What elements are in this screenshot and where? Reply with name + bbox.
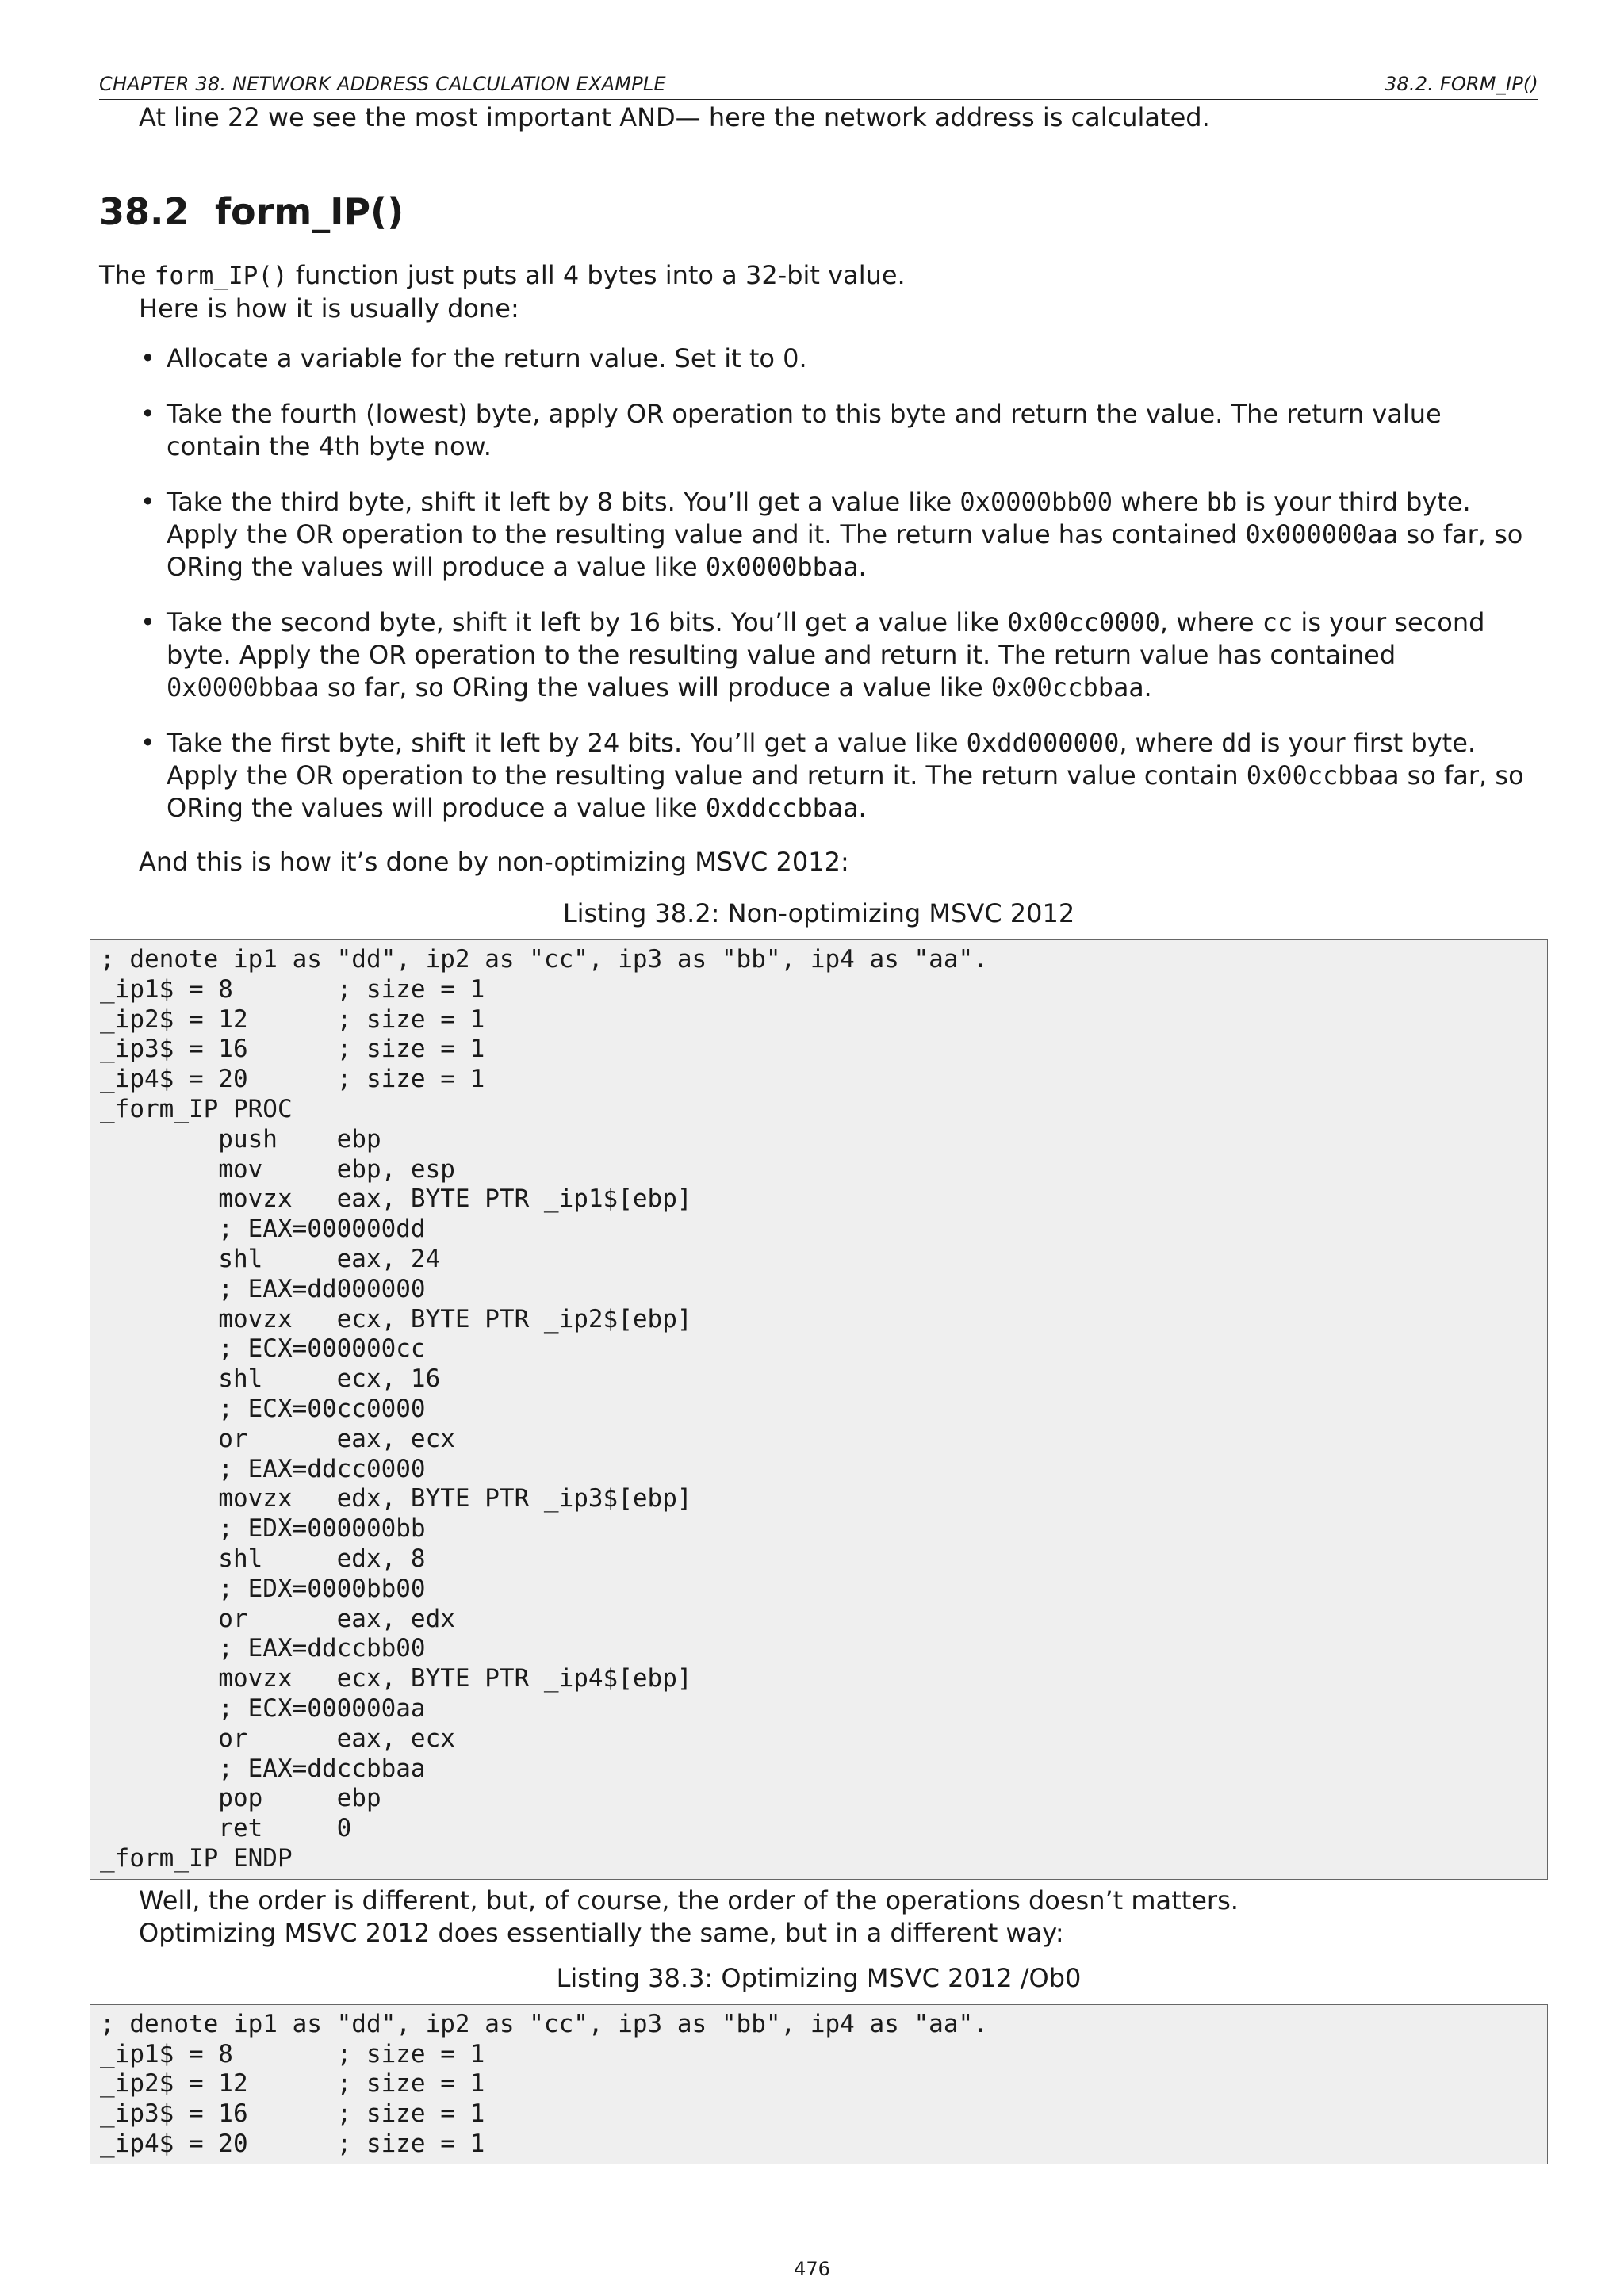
code-line: _ip3$ = 16 ; size = 1 (100, 1035, 485, 1064)
text-run: is your third byte. Apply the OR operation to the resulting value and it. The return value has contained (167, 487, 1471, 549)
code-line: ; EDX=000000bb (100, 1514, 426, 1544)
running-header (99, 68, 1538, 100)
code-line: or eax, ecx (100, 1724, 455, 1753)
code-line: ; denote ip1 as "dd", ip2 as "cc", ip3 as "bb", ip4 as "aa". (100, 945, 988, 974)
how-it-is-done: Here is how it is usually done: (139, 293, 519, 323)
code-line: ; EDX=0000bb00 (100, 1574, 426, 1603)
bullet-icon: • (140, 728, 155, 758)
code-line: movzx ecx, BYTE PTR _ip4$[ebp] (100, 1664, 692, 1693)
optimizing-intro: Optimizing MSVC 2012 does essentially the same, but in a different way: (139, 1917, 1064, 1948)
inline-code: 0xdd000000 (966, 728, 1120, 758)
code-line: movzx eax, BYTE PTR _ip1$[ebp] (100, 1184, 692, 1214)
code-line: shl eax, 24 (100, 1244, 441, 1273)
text-run: function just puts all 4 bytes into a 32-bit value. (287, 260, 906, 290)
text-run: Take the second byte, shift it left by 16 bits. You’ll get a value like (167, 607, 1008, 637)
code-line: ; EAX=dd000000 (100, 1274, 426, 1303)
inline-code: 0x0000bbaa (167, 672, 320, 702)
text-run: Take the first byte, shift it left by 24 bits. You’ll get a value like (167, 728, 967, 758)
inline-code: 0x00ccbbaa (1246, 760, 1400, 790)
text-run: so far, so ORing the values will produce a value like (319, 672, 991, 702)
code-line: _ip2$ = 12 ; size = 1 (100, 1004, 485, 1034)
section-number: 38.2 (99, 190, 190, 233)
code-line: ; ECX=000000cc (100, 1334, 426, 1364)
text-run: Take the fourth (lowest) byte, apply OR operation to this byte and return the value. The return value contain the 4th byte now. (167, 399, 1442, 461)
msvc-intro: And this is how it’s done by non-optimizing MSVC 2012: (139, 847, 849, 877)
code-line: shl edx, 8 (100, 1544, 426, 1573)
code-line: push ebp (100, 1124, 381, 1154)
function-description (99, 259, 1538, 293)
code-line: movzx ecx, BYTE PTR _ip2$[ebp] (100, 1304, 692, 1334)
text-run: where (1113, 487, 1207, 517)
listing-caption: Listing 38.2: Non-optimizing MSVC 2012 (562, 898, 1075, 928)
code-line: movzx edx, BYTE PTR _ip3$[ebp] (100, 1484, 692, 1513)
list-item (99, 342, 1538, 375)
code-line: _ip3$ = 16 ; size = 1 (100, 2099, 485, 2129)
code-line: or eax, ecx (100, 1424, 455, 1453)
section-title: form_IP() (215, 190, 404, 233)
code-line: ; EAX=000000dd (100, 1215, 426, 1244)
inline-code: form_IP() (154, 262, 288, 290)
text-run: . (858, 793, 867, 823)
listing-caption: Listing 38.3: Optimizing MSVC 2012 /Ob0 (556, 1962, 1082, 1993)
code-line: ; ECX=000000aa (100, 1693, 426, 1723)
text-run: is your second byte. Apply the OR operation to the resulting value and return it. The return value has contained (167, 607, 1485, 670)
text-run: , where (1159, 607, 1262, 637)
code-line: pop ebp (100, 1784, 381, 1813)
text-run: Allocate a variable for the return value. Set it to 0. (167, 343, 807, 373)
code-line: _form_IP PROC (100, 1094, 293, 1123)
section-heading (99, 189, 1538, 234)
text-run: The (99, 260, 155, 290)
text-run: is your first byte. Apply the OR operation to the resulting value and return it. The return value contain (167, 728, 1477, 790)
steps-list (99, 342, 1538, 825)
inline-code: cc (1262, 607, 1293, 637)
header-chapter: CHAPTER 38. NETWORK ADDRESS CALCULATION EXAMPLE (99, 73, 666, 95)
code-line: or eax, edx (100, 1604, 455, 1633)
code-listing (90, 939, 1548, 1880)
text-run: , where (1119, 728, 1222, 758)
inline-code: 0x0000bb00 (959, 487, 1113, 517)
inline-code: 0x0000bbaa (705, 552, 859, 582)
code-line: _ip4$ = 20 ; size = 1 (100, 2129, 485, 2158)
code-line: shl ecx, 16 (100, 1364, 441, 1394)
inline-code: 0x00ccbbaa (990, 672, 1144, 702)
code-listing (90, 2004, 1548, 2164)
bullet-icon: • (140, 399, 155, 429)
list-item (99, 727, 1538, 825)
intro-paragraph: At line 22 we see the most important AND— here the network address is calculated. (139, 102, 1210, 132)
text-run: so far, so ORing the values will produce a value like (167, 519, 1523, 582)
page-number: 476 (794, 2258, 830, 2280)
code-line: _ip4$ = 20 ; size = 1 (100, 1065, 485, 1094)
order-note: Well, the order is different, but, of course, the order of the operations doesn’t matters. (139, 1885, 1239, 1915)
text-run: . (858, 552, 867, 582)
inline-code: dd (1221, 728, 1252, 758)
code-line: ; EAX=ddccbb00 (100, 1634, 426, 1663)
code-line: ; ECX=00cc0000 (100, 1394, 426, 1423)
bullet-icon: • (140, 487, 155, 517)
code-line: mov ebp, esp (100, 1154, 455, 1184)
inline-code: 0xddccbbaa (705, 793, 859, 823)
bullet-icon: • (140, 343, 155, 373)
code-line: _form_IP ENDP (100, 1843, 293, 1873)
text-run: Take the third byte, shift it left by 8 bits. You’ll get a value like (167, 487, 960, 517)
bullet-icon: • (140, 607, 155, 637)
code-line: _ip1$ = 8 ; size = 1 (100, 974, 485, 1004)
code-line: ; EAX=ddcc0000 (100, 1454, 426, 1483)
code-line: ret 0 (100, 1814, 352, 1843)
header-section: 38.2. FORM_IP() (1384, 73, 1538, 95)
code-line: ; denote ip1 as "dd", ip2 as "cc", ip3 as "bb", ip4 as "aa". (100, 2009, 988, 2038)
inline-code: bb (1206, 487, 1238, 517)
page-body (99, 68, 1538, 2164)
list-item (99, 486, 1538, 584)
code-line: ; EAX=ddccbbaa (100, 1754, 426, 1783)
code-line: _ip1$ = 8 ; size = 1 (100, 2039, 485, 2068)
list-item (99, 607, 1538, 704)
code-line: _ip2$ = 12 ; size = 1 (100, 2069, 485, 2099)
inline-code: 0x00cc0000 (1007, 607, 1160, 637)
inline-code: 0x000000aa (1245, 519, 1399, 549)
text-run: so far, so ORing the values will produce a value like (167, 760, 1524, 823)
text-run: . (1143, 672, 1152, 702)
list-item (99, 398, 1538, 463)
